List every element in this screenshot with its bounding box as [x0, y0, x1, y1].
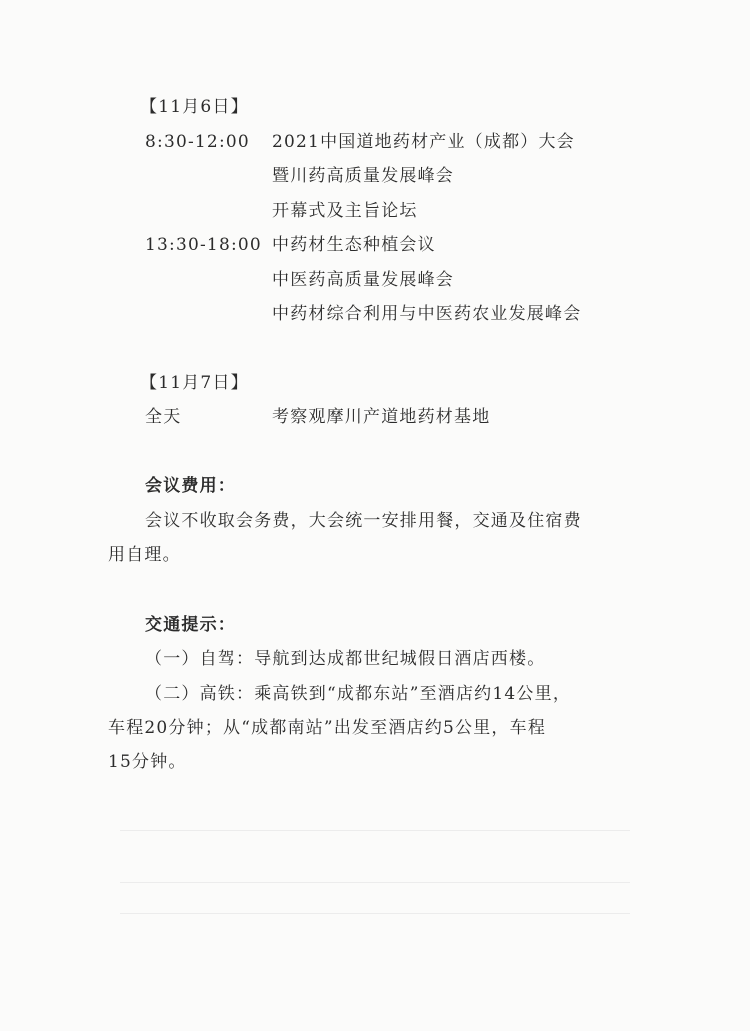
transport-text-2: （二）高铁：乘高铁到“成都东站”至酒店约14公里，	[145, 684, 572, 704]
session1-item-2: 暨川药高质量发展峰会	[272, 166, 454, 186]
session1-item-3: 开幕式及主旨论坛	[272, 201, 418, 221]
day2-date: 【11月7日】	[140, 373, 249, 393]
session2-item-2: 中医药高质量发展峰会	[272, 270, 454, 290]
bleed-line	[120, 830, 630, 831]
session2-item-1: 中药材生态种植会议	[272, 235, 436, 255]
transport-text-4: 15分钟。	[108, 752, 187, 772]
fees-heading: 会议费用：	[145, 476, 236, 496]
transport-heading: 交通提示：	[145, 615, 236, 635]
day1-date: 【11月6日】	[140, 97, 249, 117]
bleed-line	[120, 913, 630, 914]
session1-time: 8:30-12:00	[145, 132, 250, 152]
fees-text-1: 会议不收取会务费，大会统一安排用餐，交通及住宿费	[145, 511, 582, 531]
fees-text-2: 用自理。	[108, 545, 181, 565]
session1-item-1: 2021中国道地药材产业（成都）大会	[272, 132, 575, 152]
bleed-line	[120, 882, 630, 883]
day2-item: 考察观摩川产道地药材基地	[272, 407, 491, 427]
session2-item-3: 中药材综合利用与中医药农业发展峰会	[272, 304, 582, 324]
transport-text-3: 车程20分钟；从“成都南站”出发至酒店约5公里，车程	[108, 718, 547, 738]
session2-time: 13:30-18:00	[145, 235, 262, 255]
transport-text-1: （一）自驾：导航到达成都世纪城假日酒店西楼。	[145, 649, 546, 669]
day2-time: 全天	[145, 407, 182, 427]
